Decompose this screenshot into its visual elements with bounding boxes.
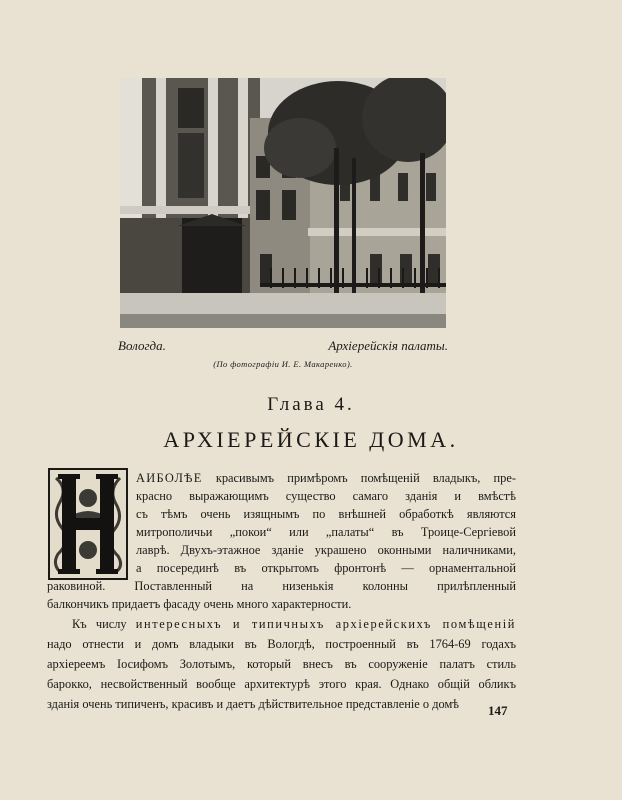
paragraph1-line6: а посерединѣ въ открытомъ фронтонѣ — орнаментальной bbox=[136, 561, 516, 575]
page-number: 147 bbox=[488, 703, 508, 718]
paragraph1-line1-text: красивымъ примѣромъ помѣщеній владыкъ, пре- bbox=[215, 471, 516, 485]
paragraph2-start: Къ числу bbox=[72, 617, 127, 631]
paragraph2-line3: архіереемъ Іосифомъ Золотымъ, который внесъ въ сооруженіе палатъ стиль bbox=[47, 657, 516, 671]
paragraph2-line1 bbox=[72, 616, 516, 632]
photo-caption bbox=[118, 338, 448, 358]
paragraph1-line1 bbox=[136, 470, 516, 486]
caption-location: Вологда. bbox=[118, 338, 166, 353]
chapter-title: АРХІЕРЕЙСКІЕ ДОМА. bbox=[163, 427, 459, 452]
paragraph1-line4: митрополичьи „покои“ или „палаты“ въ Троице-Сергіевой bbox=[136, 525, 516, 539]
ornamental-initial-letter bbox=[48, 468, 128, 580]
paragraph2-spaced-text: интересныхъ и типичныхъ архіерейскихъ помѣщеній bbox=[135, 617, 516, 631]
paragraph2-line2: надо отнести и домъ владыки въ Вологдѣ, построенный въ 1764-69 годахъ bbox=[47, 637, 516, 651]
decorated-letter-n-icon bbox=[48, 468, 128, 580]
paragraph2-line4: барокко, несвойственный вообще архитектурѣ этого края. Однако общій обликъ bbox=[47, 677, 516, 691]
paragraph2-line5: зданія очень типиченъ, красивъ и даетъ дѣйствительное представленіе о домѣ bbox=[47, 697, 460, 711]
paragraph1-first-word: АИБОЛѢЕ bbox=[136, 471, 203, 485]
paragraph1-line2: красно выражающимъ существо самаго зданія и вмѣстѣ bbox=[136, 489, 516, 503]
caption-subject: Архіерейскія палаты. bbox=[328, 338, 448, 353]
chapter-label: Глава 4. bbox=[267, 394, 355, 415]
archbishop-palace-photo bbox=[120, 78, 446, 328]
photo-credit: (По фотографіи И. Е. Макаренко). bbox=[213, 359, 353, 369]
paragraph1-line5: лаврѣ. Двухъ-этажное зданіе украшено оконными наличниками, bbox=[136, 543, 516, 557]
building-photograph-illustration bbox=[120, 78, 446, 328]
paragraph1-line7: раковиной. Поставленный на низенькія колонны прилѣпленный bbox=[47, 579, 516, 593]
paragraph1-line3: съ тѣмъ очень изящнымъ по внѣшней обработкѣ являются bbox=[136, 507, 516, 521]
paragraph1-line8: балкончикъ придаетъ фасаду очень много характерности. bbox=[47, 597, 352, 611]
